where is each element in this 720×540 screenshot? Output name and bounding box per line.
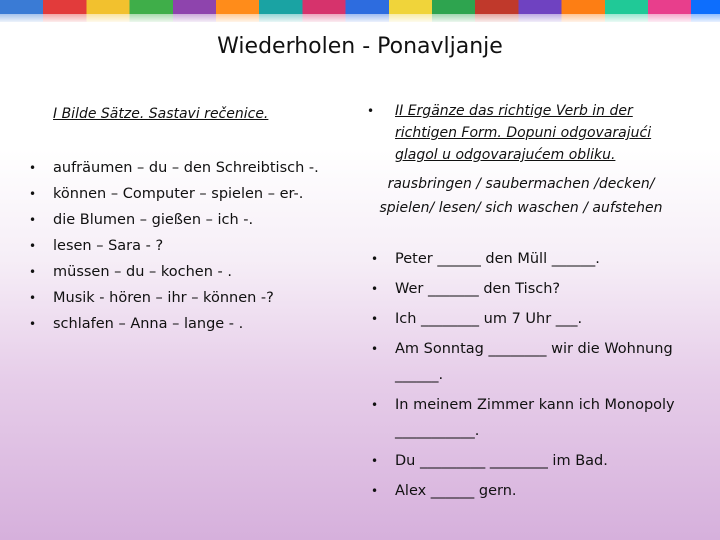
list-item: • Musik - hören – ihr – können -? — [53, 285, 319, 311]
bullet-icon: • — [371, 342, 379, 356]
slide-title: Wiederholen - Ponavljanje — [217, 34, 503, 59]
list-item: • In meinem Zimmer kann ich Monopoly ___________. — [395, 392, 695, 444]
list-item: • die Blumen – gießen – ich -. — [53, 207, 319, 233]
list-item: • lesen – Sara - ? — [53, 233, 319, 259]
bullet-icon: • — [371, 454, 379, 468]
bullet-icon: • — [371, 484, 379, 498]
bullet-icon: • — [29, 265, 37, 279]
left-exercise-heading: I Bilde Sätze. Sastavi rečenice. — [53, 106, 269, 122]
list-item: • müssen – du – kochen - . — [53, 259, 319, 285]
list-item: • können – Computer – spielen – er-. — [53, 181, 319, 207]
bullet-icon: • — [29, 213, 37, 227]
left-sentence-list — [29, 155, 319, 337]
list-item: • Peter ______ den Müll ______. — [395, 246, 695, 272]
bullet-icon: • — [29, 291, 37, 305]
colored-pencils-banner — [0, 0, 720, 22]
list-item: • Am Sonntag ________ wir die Wohnung ______. — [395, 336, 695, 388]
bullet-icon: • — [371, 398, 379, 412]
list-item: • schlafen – Anna – lange - . — [53, 311, 319, 337]
right-fill-in-list — [371, 246, 695, 504]
bullet-icon: • — [29, 187, 37, 201]
bullet-icon: • — [371, 312, 379, 326]
list-item: • Ich ________ um 7 Uhr ___. — [395, 306, 695, 332]
bullet-icon: • — [371, 282, 379, 296]
list-item: • Alex ______ gern. — [395, 478, 695, 504]
list-item: • Du _________ ________ im Bad. — [395, 448, 695, 474]
bullet-icon: • — [367, 104, 375, 118]
bullet-icon: • — [29, 317, 37, 331]
bullet-icon: • — [29, 239, 37, 253]
list-item: • Wer _______ den Tisch? — [395, 276, 695, 302]
verb-options: rausbringen / saubermachen /decken/ spielen/ lesen/ sich waschen / aufstehen — [379, 176, 663, 216]
bullet-icon: • — [371, 252, 379, 266]
right-exercise-heading: II Ergänze das richtige Verb in der richtigen Form. Dopuni odgovarajući glagol u odgovarajućem obliku. — [395, 103, 652, 163]
list-item: • aufräumen – du – den Schreibtisch -. — [53, 155, 319, 181]
bullet-icon: • — [29, 161, 37, 175]
